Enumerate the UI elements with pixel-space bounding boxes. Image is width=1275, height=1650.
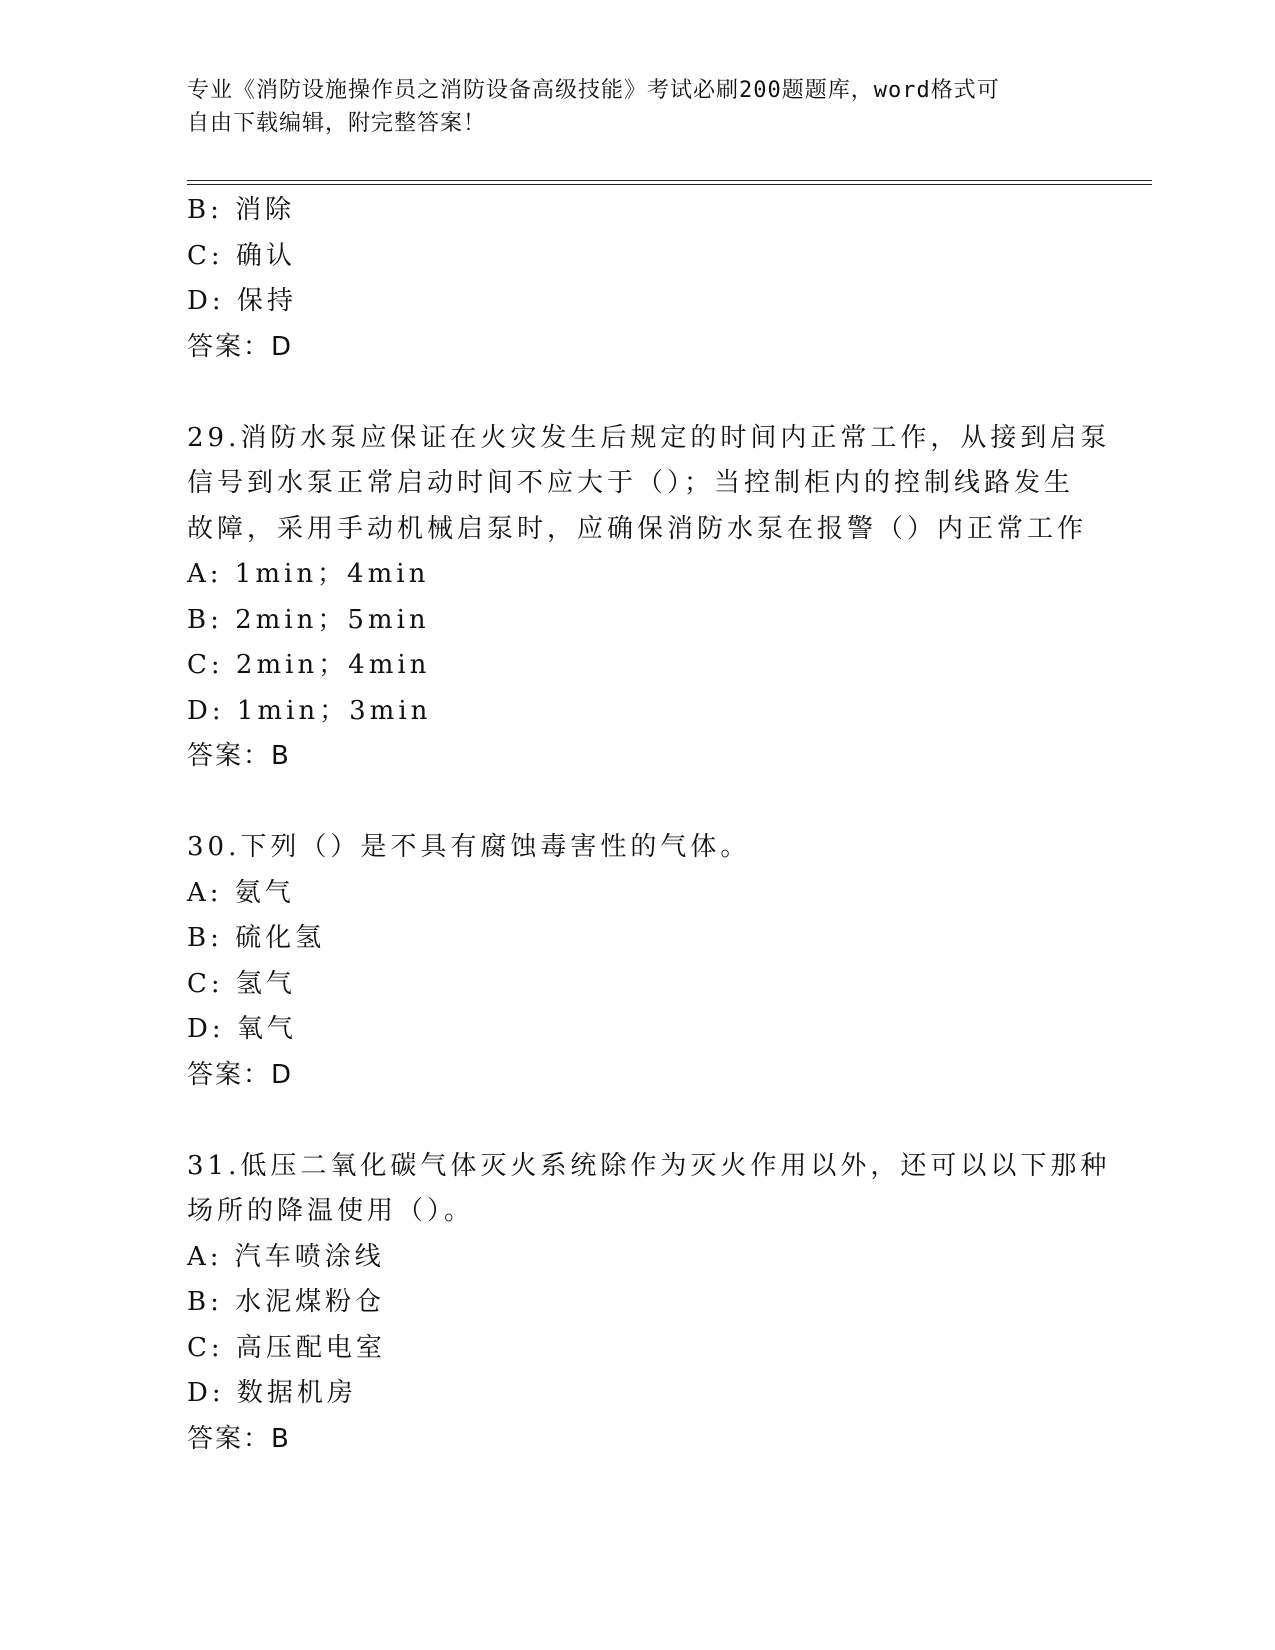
option-a: A: 汽车喷涂线 — [187, 1241, 385, 1272]
spacer — [187, 780, 1087, 826]
question-stem-line: 31.低压二氧化碳气体灭火系统除作为灭火作用以外，还可以以下那种 — [187, 1150, 1111, 1181]
option-d: D: 保持 — [187, 286, 297, 316]
option-b: B: 水泥煤粉仓 — [187, 1287, 386, 1317]
header-divider-bottom — [187, 184, 1152, 185]
answer-line: 答案：B — [187, 1423, 291, 1454]
answer-line: 答案：D — [187, 1059, 294, 1090]
header-title-line-2: 自由下载编辑，附完整答案！ — [187, 111, 487, 136]
question-31 — [187, 1144, 1111, 1463]
option-b: B: 消除 — [187, 195, 296, 225]
document-header — [187, 74, 1087, 140]
question-content — [187, 188, 1111, 1462]
question-stem-line: 场所的降温使用（）。 — [187, 1196, 475, 1226]
header-divider-top — [187, 180, 1152, 181]
question-28-continuation — [187, 188, 1087, 370]
option-a: A: 1min；4min — [187, 559, 430, 589]
question-stem-line: 30.下列（）是不具有腐蚀毒害性的气体。 — [187, 832, 751, 862]
spacer — [187, 1098, 1087, 1144]
option-c: C: 高压配电室 — [187, 1332, 386, 1363]
option-a: A: 氨气 — [187, 877, 295, 908]
question-29 — [187, 416, 1111, 780]
question-30 — [187, 825, 1087, 1098]
option-b: B: 2min；5min — [187, 604, 430, 635]
question-stem-line: 29.消防水泵应保证在火灾发生后规定的时间内正常工作，从接到启泵 — [187, 422, 1111, 453]
option-d: D: 数据机房 — [187, 1378, 357, 1408]
header-title-line-1: 专业《消防设施操作员之消防设备高级技能》考试必刷200题题库，word格式可 — [187, 78, 1000, 103]
option-c: C: 2min；4min — [187, 650, 431, 680]
option-c: C: 氢气 — [187, 968, 296, 999]
spacer — [187, 370, 1087, 416]
option-c: C: 确认 — [187, 240, 296, 271]
answer-line: 答案：D — [187, 331, 294, 362]
question-stem-line: 信号到水泵正常启动时间不应大于（）；当控制柜内的控制线路发生 — [187, 468, 1075, 498]
question-stem-line: 故障，采用手动机械启泵时，应确保消防水泵在报警（）内正常工作 — [187, 513, 1088, 544]
option-d: D: 1min；3min — [187, 695, 432, 726]
option-b: B: 硫化氢 — [187, 923, 326, 953]
option-d: D: 氧气 — [187, 1014, 297, 1044]
answer-line: 答案：B — [187, 741, 291, 771]
